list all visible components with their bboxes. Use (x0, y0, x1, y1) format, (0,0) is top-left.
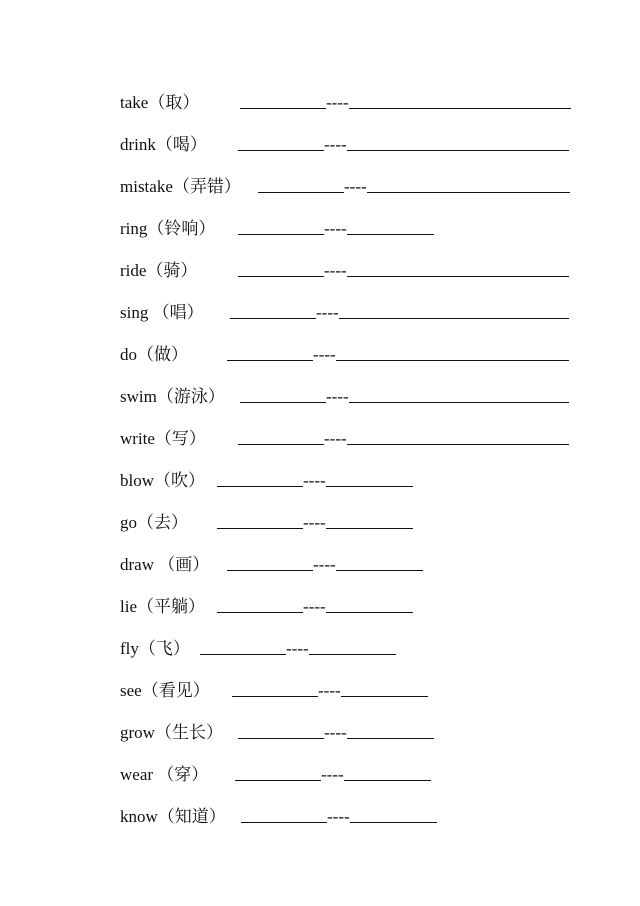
worksheet-row (120, 84, 571, 114)
answer-blank[interactable] (347, 234, 434, 235)
dash-separator: ---- (324, 261, 347, 280)
answer-blank[interactable] (238, 234, 324, 235)
worksheet-row (120, 336, 569, 366)
dash-separator: ---- (303, 513, 326, 532)
worksheet-row (120, 504, 413, 534)
answer-blank[interactable] (326, 486, 413, 487)
worksheet-row (120, 294, 569, 324)
answer-blank[interactable] (309, 654, 396, 655)
worksheet-row (120, 252, 569, 282)
word-label: take（取） (120, 93, 200, 112)
dash-separator: ---- (303, 471, 326, 490)
word-label: fly（飞） (120, 639, 190, 658)
worksheet-row (120, 630, 396, 660)
answer-blank[interactable] (217, 486, 303, 487)
word-label: drink（喝） (120, 135, 207, 154)
answer-blank[interactable] (240, 402, 326, 403)
answer-blank[interactable] (200, 654, 286, 655)
answer-blank[interactable] (349, 402, 569, 403)
word-label: ride（骑） (120, 261, 198, 280)
worksheet-row (120, 588, 413, 618)
worksheet-row (120, 714, 434, 744)
answer-blank[interactable] (232, 696, 318, 697)
worksheet-row (120, 798, 437, 828)
answer-blank[interactable] (347, 276, 569, 277)
worksheet-row (120, 210, 434, 240)
word-label: lie（平躺） (120, 597, 205, 616)
dash-separator: ---- (344, 177, 367, 196)
worksheet-row (120, 546, 423, 576)
word-label: write（写） (120, 429, 206, 448)
answer-blank[interactable] (326, 612, 413, 613)
answer-blank[interactable] (347, 150, 569, 151)
answer-blank[interactable] (230, 318, 316, 319)
dash-separator: ---- (303, 597, 326, 616)
answer-blank[interactable] (344, 780, 431, 781)
worksheet-row (120, 420, 569, 450)
word-label: draw （画） (120, 555, 210, 574)
word-label: sing （唱） (120, 303, 204, 322)
word-label: do（做） (120, 345, 188, 364)
answer-blank[interactable] (240, 108, 326, 109)
answer-blank[interactable] (347, 444, 569, 445)
dash-separator: ---- (324, 219, 347, 238)
worksheet-row (120, 168, 570, 198)
answer-blank[interactable] (367, 192, 570, 193)
answer-blank[interactable] (341, 696, 428, 697)
dash-separator: ---- (313, 345, 336, 364)
answer-blank[interactable] (238, 150, 324, 151)
dash-separator: ---- (318, 681, 341, 700)
answer-blank[interactable] (241, 822, 327, 823)
answer-blank[interactable] (347, 738, 434, 739)
word-label: go（去） (120, 513, 188, 532)
worksheet-row (120, 126, 569, 156)
word-label: grow（生长） (120, 723, 223, 742)
word-label: swim（游泳） (120, 387, 225, 406)
word-label: wear （穿） (120, 765, 209, 784)
worksheet-row (120, 672, 428, 702)
dash-separator: ---- (326, 93, 349, 112)
answer-blank[interactable] (235, 780, 321, 781)
dash-separator: ---- (321, 765, 344, 784)
answer-blank[interactable] (326, 528, 413, 529)
answer-blank[interactable] (227, 360, 313, 361)
answer-blank[interactable] (349, 108, 571, 109)
dash-separator: ---- (286, 639, 309, 658)
dash-separator: ---- (327, 807, 350, 826)
answer-blank[interactable] (339, 318, 569, 319)
answer-blank[interactable] (350, 822, 437, 823)
answer-blank[interactable] (336, 360, 569, 361)
worksheet-row (120, 378, 569, 408)
word-label: know（知道） (120, 807, 226, 826)
answer-blank[interactable] (238, 444, 324, 445)
dash-separator: ---- (324, 723, 347, 742)
answer-blank[interactable] (217, 612, 303, 613)
dash-separator: ---- (326, 387, 349, 406)
answer-blank[interactable] (336, 570, 423, 571)
answer-blank[interactable] (238, 738, 324, 739)
dash-separator: ---- (316, 303, 339, 322)
dash-separator: ---- (324, 135, 347, 154)
answer-blank[interactable] (258, 192, 344, 193)
answer-blank[interactable] (238, 276, 324, 277)
worksheet-row (120, 756, 431, 786)
dash-separator: ---- (313, 555, 336, 574)
word-label: mistake（弄错） (120, 177, 241, 196)
worksheet-row (120, 462, 413, 492)
word-label: ring（铃响） (120, 219, 216, 238)
word-label: blow（吹） (120, 471, 205, 490)
word-label: see（看见） (120, 681, 210, 700)
answer-blank[interactable] (227, 570, 313, 571)
answer-blank[interactable] (217, 528, 303, 529)
dash-separator: ---- (324, 429, 347, 448)
